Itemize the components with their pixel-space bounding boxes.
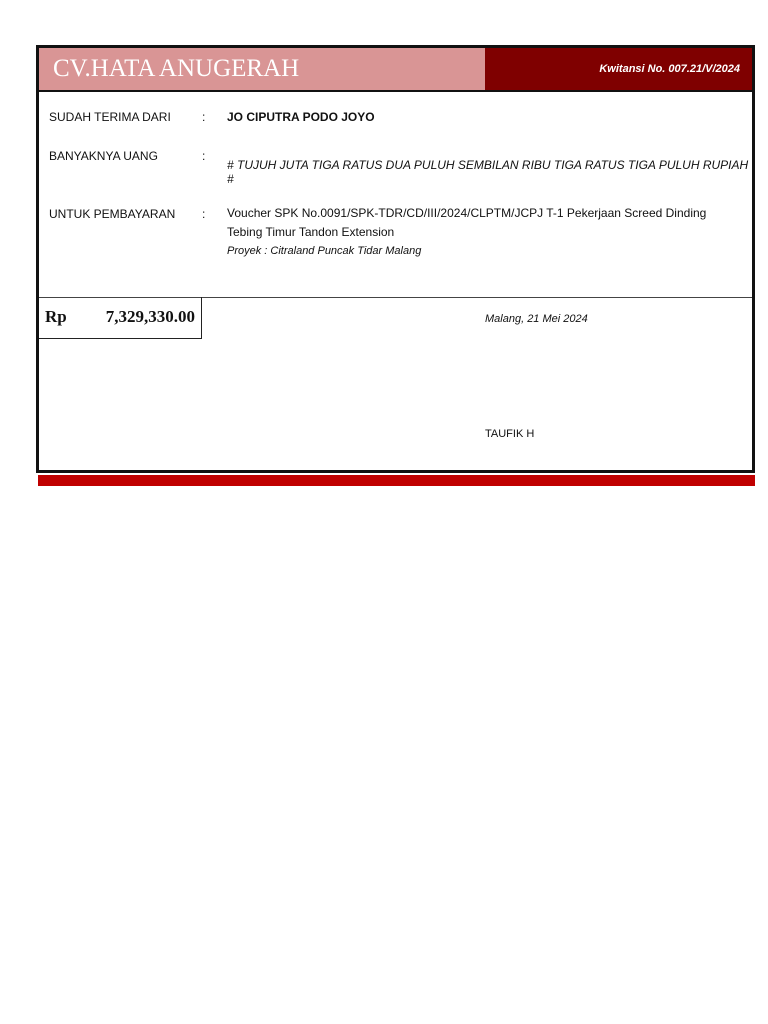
signer-name: TAUFIK H: [485, 428, 535, 440]
receipt: [36, 45, 755, 473]
amount-words-value: # TUJUH JUTA TIGA RATUS DUA PULUH SEMBILAN RIBU TIGA RATUS TIGA PULUH RUPIAH #: [227, 158, 749, 186]
bottom-red-bar: [38, 475, 755, 486]
amount-words-colon: :: [202, 149, 206, 163]
from-value: JO CIPUTRA PODO JOYO: [227, 110, 375, 124]
place-date: Malang, 21 Mei 2024: [485, 313, 588, 325]
purpose-colon: :: [202, 207, 206, 221]
from-colon: :: [202, 110, 206, 124]
currency-label: Rp: [45, 307, 67, 326]
purpose-value: Voucher SPK No.0091/SPK-TDR/CD/III/2024/CLPTM/JCPJ T-1 Pekerjaan Screed Dinding Tebing Timur Tandon Extension: [227, 206, 707, 239]
receipt-header: [39, 48, 752, 92]
receipt-number: Kwitansi No. 007.21/V/2024: [485, 48, 752, 90]
amount-words-label: BANYAKNYA UANG: [49, 149, 158, 163]
project-name: Proyek : Citraland Puncak Tidar Malang: [227, 245, 422, 257]
amount-box: [39, 297, 202, 339]
purpose-label: UNTUK PEMBAYARAN: [49, 207, 176, 221]
company-name: CV.HATA ANUGERAH: [39, 48, 485, 90]
from-label: SUDAH TERIMA DARI: [49, 110, 171, 124]
amount-value: 7,329,330.00: [105, 307, 195, 326]
